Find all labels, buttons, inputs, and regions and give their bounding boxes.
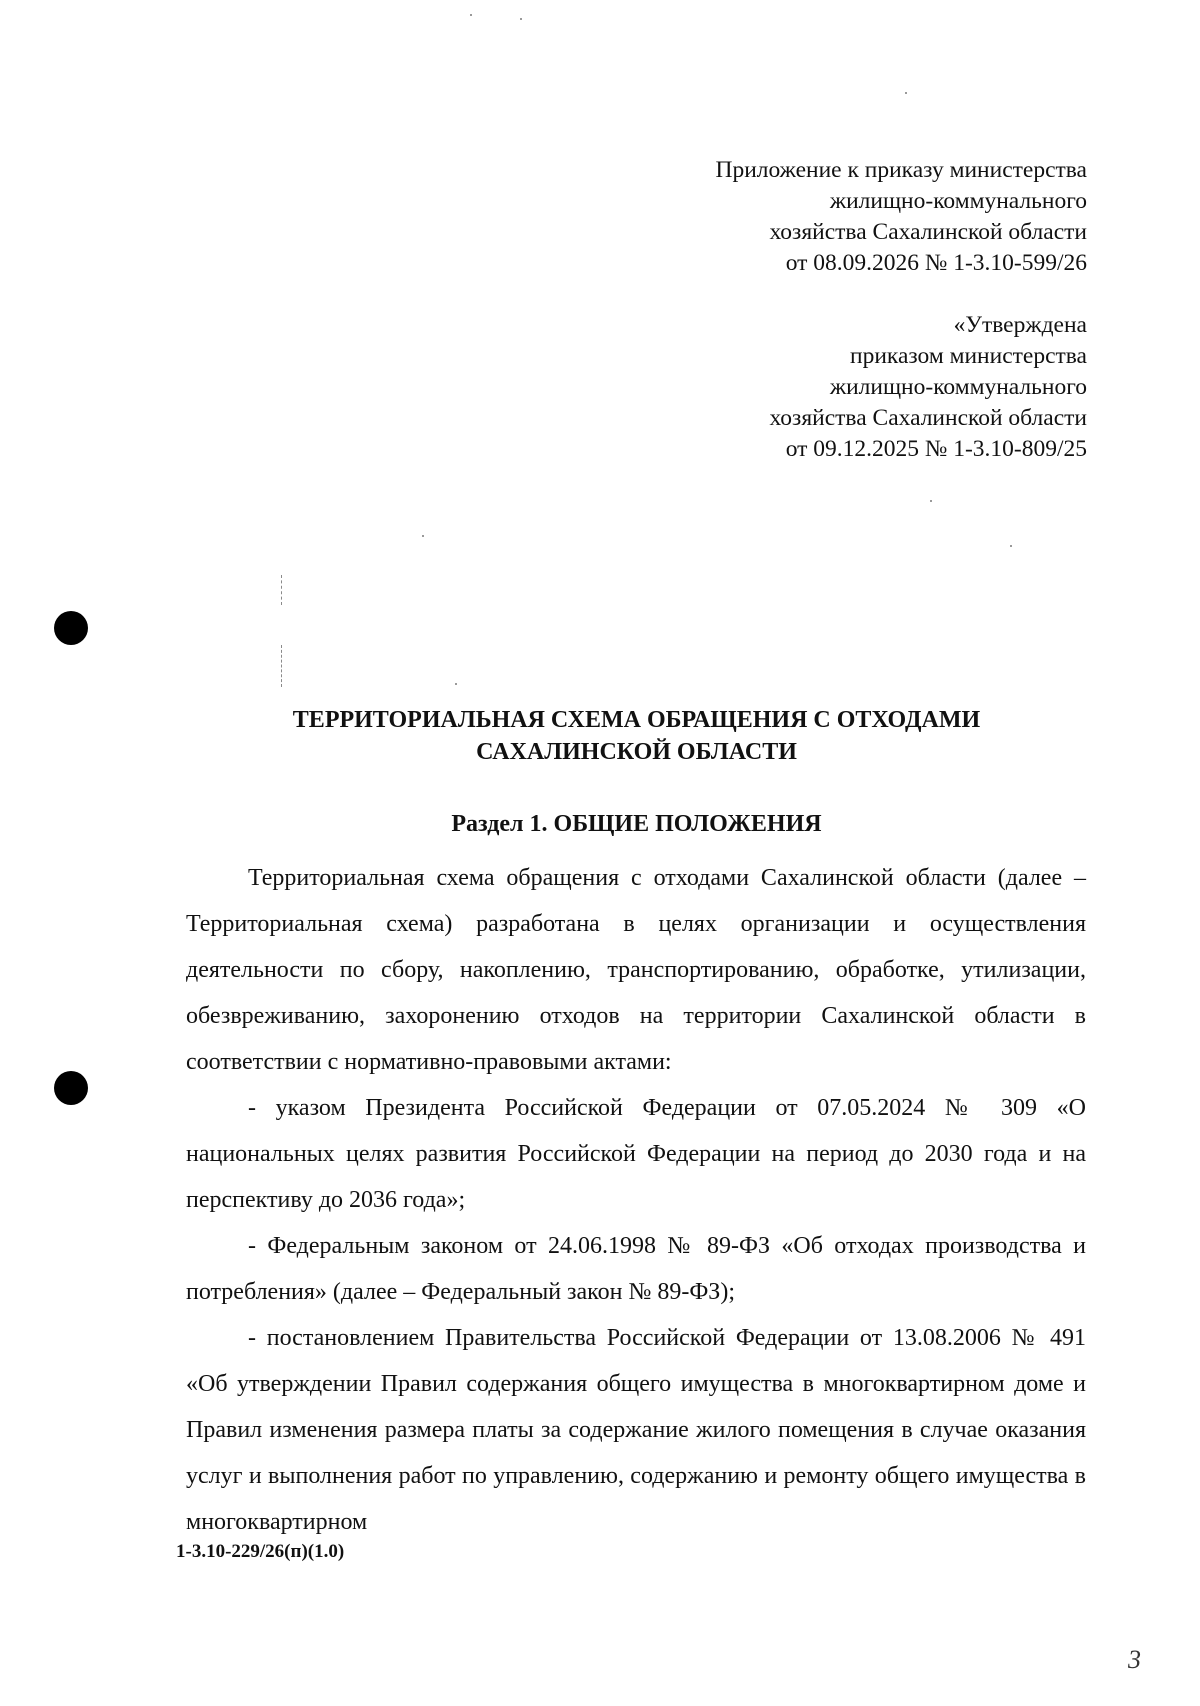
approval-line: хозяйства Сахалинской области <box>769 405 1087 431</box>
scan-speck <box>520 18 522 20</box>
body-paragraph: Территориальная схема обращения с отходами Сахалинской области (далее – Территориальная схема) разработана в целях организации и осуществления деятельности по сбору, накоплению, транспортированию, обработке, утилизации, обезвреживанию, захоронению отходов на территории Сахалинской области в соответствии с нормативно-правовыми актами: <box>186 865 1086 1075</box>
approval-line: приказом министерства <box>850 343 1087 369</box>
document-title <box>186 704 1087 768</box>
approval-block <box>567 310 1087 465</box>
page-number: 3 <box>1128 1645 1141 1674</box>
scan-speck <box>455 683 457 685</box>
scan-speck <box>470 14 472 16</box>
approval-line: «Утверждена <box>953 312 1087 338</box>
body-paragraph: - Федеральным законом от 24.06.1998 № 89-ФЗ «Об отходах производства и потребления» (далее – Федеральный закон № 89-ФЗ); <box>186 1233 1086 1305</box>
scan-speck <box>1010 545 1012 547</box>
scan-speck <box>422 535 424 537</box>
scan-speck <box>930 500 932 502</box>
scan-mark <box>281 645 283 687</box>
appendix-line: хозяйства Сахалинской области <box>769 219 1087 245</box>
appendix-block <box>567 155 1087 279</box>
document-title-line-1: ТЕРРИТОРИАЛЬНАЯ СХЕМА ОБРАЩЕНИЯ С ОТХОДАМИ <box>292 707 981 733</box>
punch-hole-top <box>54 611 88 645</box>
appendix-line: от 08.09.2026 № 1-3.10-599/26 <box>785 250 1087 276</box>
document-title-line-2: САХАЛИНСКОЙ ОБЛАСТИ <box>476 739 797 765</box>
punch-hole-bottom <box>54 1071 88 1105</box>
body-paragraph: - постановлением Правительства Российской Федерации от 13.08.2006 № 491 «Об утверждении Правил содержания общего имущества в многоквартирном доме и Правил изменения размера платы за содержание жилого помещения в случае оказания услуг и выполнения работ по управлению, содержанию и ремонту общего имущества в многоквартирном <box>186 1325 1086 1535</box>
section-title: Раздел 1. ОБЩИЕ ПОЛОЖЕНИЯ <box>451 811 822 837</box>
body-paragraph: - указом Президента Российской Федерации от 07.05.2024 № 309 «О национальных целях развития Российской Федерации на период до 2030 года и на перспективу до 2036 года»; <box>186 1095 1086 1213</box>
approval-line: жилищно-коммунального <box>829 374 1087 400</box>
appendix-line: жилищно-коммунального <box>829 188 1087 214</box>
scan-speck <box>905 92 907 94</box>
document-body <box>186 855 1086 1545</box>
scan-mark <box>281 575 283 605</box>
approval-line: от 09.12.2025 № 1-3.10-809/25 <box>785 436 1087 462</box>
appendix-line: Приложение к приказу министерства <box>715 157 1087 183</box>
footer-document-code: 1-3.10-229/26(п)(1.0) <box>176 1541 345 1562</box>
